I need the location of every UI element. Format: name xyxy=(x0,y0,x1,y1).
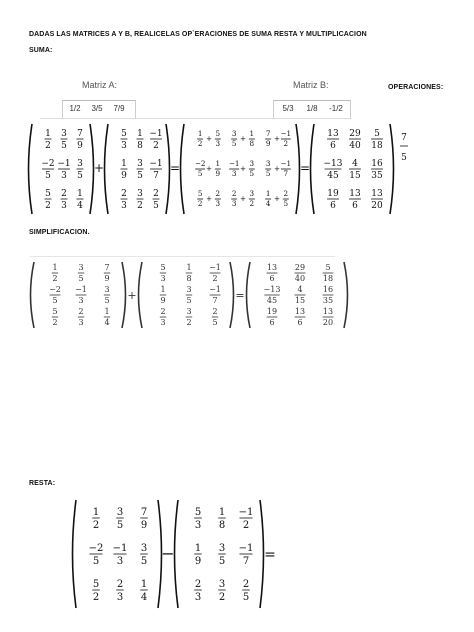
side-fragment: 7 xyxy=(401,133,407,143)
fraction-numerator: 5 xyxy=(160,263,166,272)
fraction-numerator: −13 xyxy=(323,159,343,169)
fraction-denominator: 2 xyxy=(249,199,255,209)
fraction-numerator: 3 xyxy=(218,579,226,590)
fraction-denominator: 6 xyxy=(330,141,336,151)
fraction-denominator: 2 xyxy=(92,520,100,531)
fraction-denominator: 6 xyxy=(297,318,303,327)
fraction-denominator: 2 xyxy=(153,141,159,151)
fraction-numerator: 7 xyxy=(77,129,83,139)
fraction-denominator: 8 xyxy=(249,139,255,149)
fraction-denominator: 18 xyxy=(322,274,334,283)
fraction-numerator: 2 xyxy=(212,307,218,316)
fraction-denominator: 2 xyxy=(197,199,203,209)
fraction-denominator: 4 xyxy=(104,318,110,327)
equals-operator: = xyxy=(235,289,245,302)
fraction-denominator: 5 xyxy=(78,274,84,283)
fraction-numerator: 2 xyxy=(78,307,84,316)
fraction-numerator: −1 xyxy=(238,543,254,554)
fraction-numerator: 5 xyxy=(197,189,203,198)
plus-sign: + xyxy=(205,133,213,143)
plus-sign: + xyxy=(239,163,247,173)
fraction-numerator: 3 xyxy=(77,159,83,169)
left-parenthesis xyxy=(247,262,251,328)
left-parenthesis xyxy=(29,124,33,214)
fraction-numerator: −2 xyxy=(194,159,206,168)
fraction-denominator: 4 xyxy=(265,199,271,209)
fraction-numerator: 5 xyxy=(92,579,100,590)
fraction-numerator: 2 xyxy=(231,189,237,198)
fraction-numerator: 2 xyxy=(160,307,166,316)
fraction-numerator: −1 xyxy=(57,159,71,169)
fraction-numerator: −1 xyxy=(149,159,163,169)
fraction-numerator: 1 xyxy=(265,189,271,198)
fraction-denominator: 9 xyxy=(265,139,271,149)
fraction-denominator: 2 xyxy=(45,201,51,211)
fraction-numerator: −2 xyxy=(88,543,104,554)
fraction-numerator: 3 xyxy=(137,159,143,169)
suma-label: SUMA: xyxy=(29,47,53,54)
fraction-denominator: 2 xyxy=(52,318,58,327)
fraction-numerator: 1 xyxy=(77,189,83,199)
fraction-denominator: 2 xyxy=(137,201,143,211)
fraction-denominator: 20 xyxy=(322,318,334,327)
fraction-numerator: 13 xyxy=(294,307,306,316)
fraction-numerator: 2 xyxy=(61,189,67,199)
fraction-denominator: 5 xyxy=(218,556,226,567)
matriz-a-header-cell: 3/5 xyxy=(91,104,103,113)
fraction-denominator: 5 xyxy=(153,201,159,211)
plus-sign: + xyxy=(205,193,213,203)
matriz-a-header-cell: 7/9 xyxy=(113,104,125,113)
fraction-denominator: 5 xyxy=(186,296,192,305)
fraction-denominator: 3 xyxy=(121,141,127,151)
fraction-numerator: 5 xyxy=(194,507,202,518)
fraction-numerator: 1 xyxy=(249,129,255,138)
left-parenthesis xyxy=(105,124,109,214)
left-parenthesis xyxy=(31,262,35,328)
fraction-denominator: 5 xyxy=(61,141,67,151)
fraction-denominator: 2 xyxy=(186,318,192,327)
fraction-numerator: −2 xyxy=(41,159,55,169)
fraction-denominator: 9 xyxy=(104,274,110,283)
right-parenthesis xyxy=(166,124,170,214)
fraction-denominator: 2 xyxy=(45,141,51,151)
fraction-denominator: 4 xyxy=(77,201,83,211)
fraction-numerator: 2 xyxy=(194,579,202,590)
fraction-denominator: 45 xyxy=(327,171,339,181)
fraction-denominator: 5 xyxy=(140,556,148,567)
fraction-denominator: 2 xyxy=(242,520,250,531)
fraction-denominator: 3 xyxy=(116,556,124,567)
fraction-denominator: 2 xyxy=(212,274,218,283)
fraction-denominator: 2 xyxy=(283,139,289,149)
fraction-denominator: 9 xyxy=(140,520,148,531)
equals-operator: = xyxy=(264,547,276,563)
fraction-denominator: 40 xyxy=(294,274,306,283)
resta-label: RESTA: xyxy=(29,480,56,487)
fraction-denominator: 7 xyxy=(153,171,159,181)
fraction-denominator: 15 xyxy=(349,171,361,181)
fraction-denominator: 45 xyxy=(266,296,278,305)
fraction-denominator: 3 xyxy=(116,592,124,603)
fraction-numerator: 5 xyxy=(325,263,331,272)
fraction-numerator: 1 xyxy=(137,129,143,139)
fraction-numerator: 3 xyxy=(104,285,110,294)
fraction-numerator: −1 xyxy=(280,159,292,168)
fraction-denominator: 5 xyxy=(92,556,100,567)
fraction-numerator: −1 xyxy=(209,263,221,272)
fraction-denominator: 18 xyxy=(371,141,383,151)
fraction-denominator: 5 xyxy=(249,169,255,179)
fraction-numerator: 1 xyxy=(140,579,148,590)
fraction-denominator: 7 xyxy=(242,556,250,567)
right-parenthesis xyxy=(90,124,94,214)
fraction-denominator: 7 xyxy=(212,296,218,305)
fraction-denominator: 3 xyxy=(61,171,67,181)
equals-operator: = xyxy=(169,161,181,175)
right-parenthesis xyxy=(230,262,234,328)
fraction-denominator: 6 xyxy=(330,201,336,211)
fraction-numerator: 5 xyxy=(45,189,51,199)
left-parenthesis xyxy=(311,124,315,214)
fraction-numerator: 3 xyxy=(61,129,67,139)
fraction-denominator: 2 xyxy=(92,592,100,603)
fraction-denominator: 2 xyxy=(197,139,203,149)
matriz-a-header-cell: 1/2 xyxy=(69,104,81,113)
fraction-numerator: −13 xyxy=(263,285,281,294)
left-parenthesis xyxy=(181,124,185,214)
fraction-denominator: 5 xyxy=(197,169,203,179)
fraction-numerator: 7 xyxy=(140,507,148,518)
fraction-numerator: 3 xyxy=(231,129,237,138)
fraction-denominator: 9 xyxy=(77,141,83,151)
matriz-b-label: Matriz B: xyxy=(293,80,329,90)
fraction-denominator: 5 xyxy=(137,171,143,181)
fraction-denominator: 9 xyxy=(160,296,166,305)
left-parenthesis xyxy=(73,500,77,608)
fraction-numerator: 1 xyxy=(218,507,226,518)
fraction-numerator: 13 xyxy=(349,189,361,199)
fraction-denominator: 35 xyxy=(371,171,383,181)
right-parenthesis xyxy=(344,262,348,328)
fraction-denominator: 6 xyxy=(269,318,275,327)
fraction-numerator: 3 xyxy=(140,543,148,554)
fraction-denominator: 20 xyxy=(371,201,383,211)
plus-operator: + xyxy=(93,161,105,175)
plus-sign: + xyxy=(273,133,281,143)
fraction-numerator: 4 xyxy=(297,285,303,294)
fraction-numerator: 3 xyxy=(116,507,124,518)
plus-sign: + xyxy=(273,193,281,203)
fraction-numerator: 2 xyxy=(116,579,124,590)
right-parenthesis xyxy=(260,500,264,608)
left-parenthesis xyxy=(139,262,143,328)
fraction-numerator: 13 xyxy=(266,263,278,272)
plus-sign: + xyxy=(273,163,281,173)
fraction-denominator: 5 xyxy=(283,199,289,209)
fraction-denominator: 40 xyxy=(349,141,361,151)
fraction-numerator: 1 xyxy=(186,263,192,272)
side-fragment: 5 xyxy=(401,153,407,163)
fraction-numerator: 16 xyxy=(322,285,334,294)
fraction-denominator: 3 xyxy=(194,592,202,603)
fraction-numerator: 3 xyxy=(186,307,192,316)
fraction-numerator: 3 xyxy=(186,285,192,294)
fraction-denominator: 5 xyxy=(45,171,51,181)
fraction-numerator: 4 xyxy=(352,159,358,169)
fraction-numerator: 5 xyxy=(121,129,127,139)
fraction-numerator: 1 xyxy=(215,159,221,168)
fraction-numerator: 16 xyxy=(371,159,383,169)
fraction-numerator: 19 xyxy=(327,189,339,199)
fraction-numerator: 1 xyxy=(104,307,110,316)
fraction-numerator: 7 xyxy=(265,129,271,138)
fraction-denominator: 3 xyxy=(121,201,127,211)
fraction-denominator: 3 xyxy=(61,201,67,211)
fraction-numerator: 3 xyxy=(78,263,84,272)
fraction-numerator: 13 xyxy=(322,307,334,316)
fraction-numerator: −1 xyxy=(149,129,163,139)
matriz-b-header-cell: 1/8 xyxy=(306,104,318,113)
fraction-denominator: 3 xyxy=(215,139,221,149)
fraction-numerator: 1 xyxy=(121,159,127,169)
fraction-numerator: 3 xyxy=(265,159,271,168)
fraction-numerator: 1 xyxy=(92,507,100,518)
plus-sign: + xyxy=(239,193,247,203)
fraction-denominator: 3 xyxy=(160,318,166,327)
fraction-denominator: 2 xyxy=(218,592,226,603)
fraction-denominator: 3 xyxy=(78,318,84,327)
fraction-numerator: 1 xyxy=(52,263,58,272)
plus-sign: + xyxy=(205,163,213,173)
fraction-denominator: 8 xyxy=(137,141,143,151)
fraction-denominator: 5 xyxy=(242,592,250,603)
fraction-denominator: 3 xyxy=(160,274,166,283)
fraction-denominator: 4 xyxy=(140,592,148,603)
fraction-denominator: 8 xyxy=(218,520,226,531)
minus-operator: − xyxy=(161,544,175,563)
fraction-denominator: 5 xyxy=(77,171,83,181)
right-parenthesis xyxy=(122,262,126,328)
plus-sign: + xyxy=(239,133,247,143)
fraction-numerator: 3 xyxy=(249,189,255,198)
fraction-numerator: 5 xyxy=(374,129,380,139)
equals-operator: = xyxy=(299,161,311,175)
matriz-a-label: Matriz A: xyxy=(82,80,118,90)
fraction-numerator: 13 xyxy=(371,189,383,199)
fraction-numerator: −1 xyxy=(112,543,128,554)
fraction-numerator: 13 xyxy=(327,129,339,139)
fraction-denominator: 3 xyxy=(194,520,202,531)
fraction-denominator: 9 xyxy=(121,171,127,181)
fraction-denominator: 8 xyxy=(186,274,192,283)
fraction-numerator: −1 xyxy=(228,159,240,168)
operaciones-label: OPERACIONES: xyxy=(388,84,444,91)
fraction-numerator: 3 xyxy=(249,159,255,168)
fraction-numerator: 29 xyxy=(349,129,361,139)
fraction-denominator: 9 xyxy=(215,169,221,179)
fraction-numerator: 2 xyxy=(153,189,159,199)
fraction-numerator: 1 xyxy=(160,285,166,294)
fraction-denominator: 5 xyxy=(231,139,237,149)
fraction-denominator: 9 xyxy=(194,556,202,567)
fraction-numerator: 29 xyxy=(294,263,306,272)
fraction-numerator: 3 xyxy=(218,543,226,554)
fraction-denominator: 6 xyxy=(352,201,358,211)
fraction-denominator: 2 xyxy=(52,274,58,283)
fraction-numerator: 2 xyxy=(121,189,127,199)
fraction-denominator: 5 xyxy=(116,520,124,531)
fraction-denominator: 3 xyxy=(231,169,237,179)
fraction-numerator: 1 xyxy=(194,543,202,554)
plus-operator: + xyxy=(127,289,137,302)
fraction-numerator: −2 xyxy=(49,285,61,294)
fraction-numerator: 5 xyxy=(215,129,221,138)
matriz-b-header-cell: -1/2 xyxy=(329,104,343,113)
page-heading: DADAS LAS MATRICES A Y B, REALICELAS OP`ERACIONES DE SUMA RESTA Y MULTIPLICACION xyxy=(29,31,367,38)
fraction-denominator: 5 xyxy=(265,169,271,179)
fraction-numerator: −1 xyxy=(280,129,292,138)
fraction-numerator: 5 xyxy=(52,307,58,316)
fraction-numerator: −1 xyxy=(238,507,254,518)
fraction-numerator: 3 xyxy=(137,189,143,199)
fraction-numerator: −1 xyxy=(75,285,87,294)
fraction-denominator: 5 xyxy=(212,318,218,327)
fraction-numerator: 19 xyxy=(266,307,278,316)
right-parenthesis xyxy=(390,124,394,214)
fraction-numerator: −1 xyxy=(209,285,221,294)
fraction-denominator: 6 xyxy=(269,274,275,283)
fraction-denominator: 3 xyxy=(231,199,237,209)
right-parenthesis xyxy=(296,124,300,214)
fraction-denominator: 15 xyxy=(294,296,306,305)
fraction-denominator: 5 xyxy=(104,296,110,305)
fraction-numerator: 1 xyxy=(45,129,51,139)
fraction-numerator: 2 xyxy=(242,579,250,590)
fraction-denominator: 35 xyxy=(322,296,334,305)
fraction-numerator: 7 xyxy=(104,263,110,272)
fraction-numerator: 1 xyxy=(197,129,203,138)
fraction-denominator: 3 xyxy=(215,199,221,209)
fraction-denominator: 7 xyxy=(283,169,289,179)
left-parenthesis xyxy=(175,500,179,608)
simplificacion-label: SIMPLIFICACION. xyxy=(29,229,90,236)
fraction-numerator: 2 xyxy=(215,189,221,198)
fraction-numerator: 2 xyxy=(283,189,289,198)
fraction-denominator: 5 xyxy=(52,296,58,305)
matriz-b-header-cell: 5/3 xyxy=(282,104,294,113)
fraction-denominator: 3 xyxy=(78,296,84,305)
